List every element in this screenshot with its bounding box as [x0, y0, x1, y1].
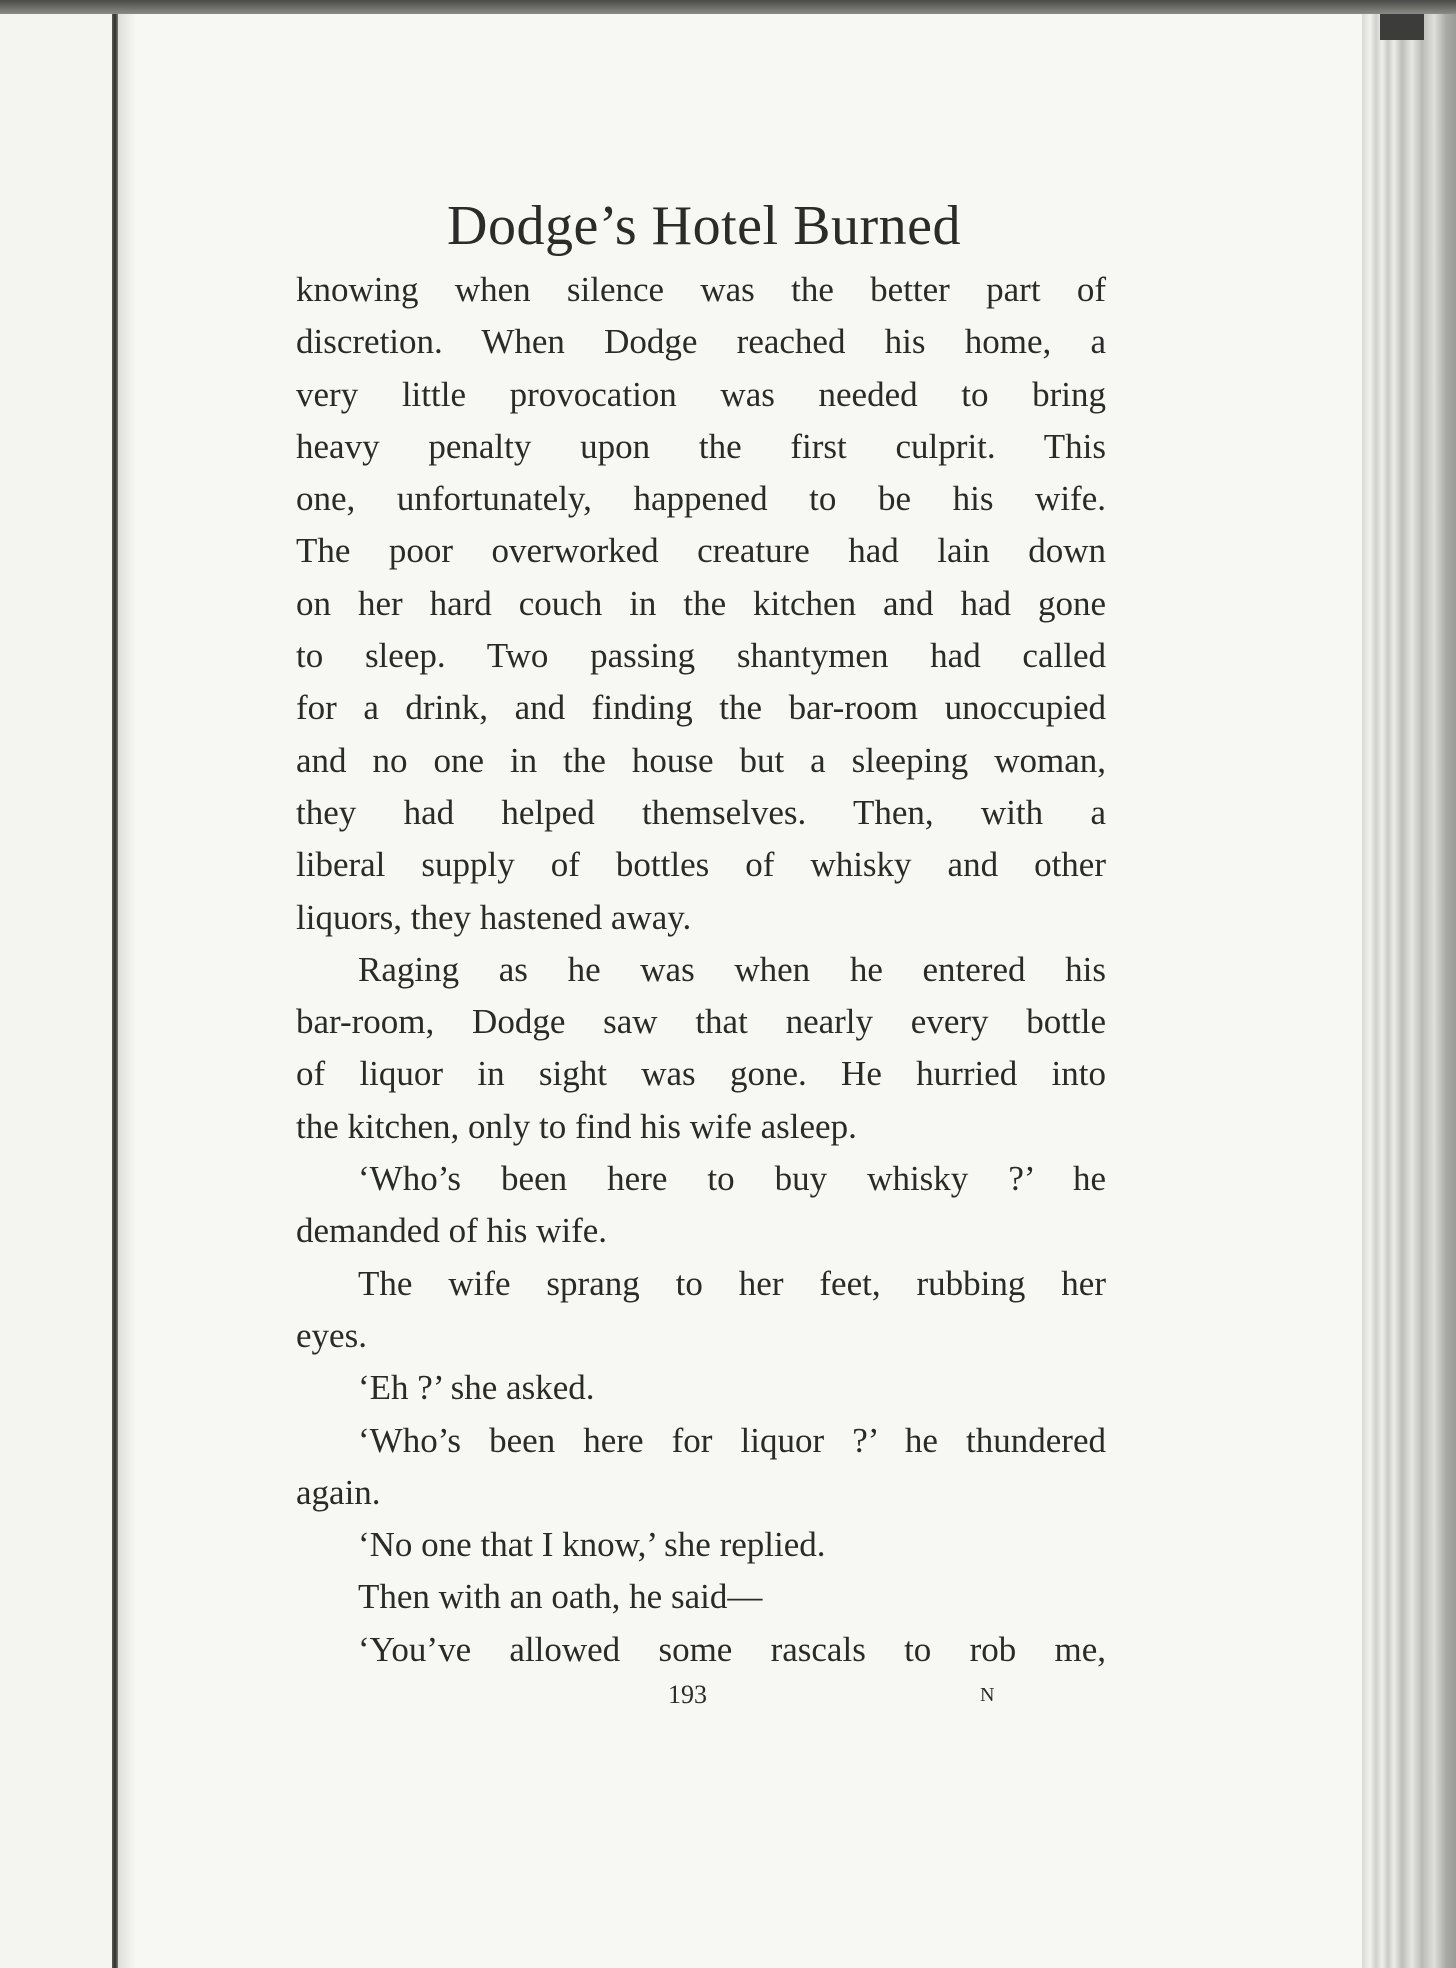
text-line: The poor overworked creature had lain down [296, 531, 1106, 571]
text-line: very little provocation was needed to bring [296, 374, 1106, 414]
running-head: Dodge’s Hotel Burned [447, 195, 961, 257]
text-line: knowing when silence was the better part of [296, 270, 1106, 309]
text-line: ‘Eh ?’ she asked. [358, 1368, 595, 1408]
text-line: Raging as he was when he entered his [358, 949, 1106, 989]
text-line: on her hard couch in the kitchen and had gone [296, 583, 1106, 623]
body-text [296, 264, 1106, 1676]
scanner-top-edge [0, 0, 1456, 14]
facing-page-margin [0, 14, 112, 1968]
text-line: the kitchen, only to find his wife asleep. [296, 1106, 857, 1146]
text-line: discretion. When Dodge reached his home, a [296, 322, 1106, 362]
text-line: demanded of his wife. [296, 1211, 608, 1251]
text-line: bar-room, Dodge saw that nearly every bottle [296, 1002, 1106, 1042]
page-number: 193 [668, 1680, 707, 1710]
text-line: ‘You’ve allowed some rascals to rob me, [358, 1629, 1106, 1669]
text-line: one, unfortunately, happened to be his wife. [296, 479, 1106, 519]
gutter-shadow [118, 14, 136, 1968]
text-line: they had helped themselves. Then, with a [296, 792, 1106, 832]
text-line: of liquor in sight was gone. He hurried into [296, 1054, 1106, 1094]
text-line: eyes. [296, 1315, 367, 1355]
text-line: ‘Who’s been here for liquor ?’ he thundered [358, 1420, 1106, 1460]
text-line: to sleep. Two passing shantymen had called [296, 636, 1106, 676]
text-line: Then with an oath, he said— [358, 1577, 763, 1617]
text-line: heavy penalty upon the first culprit. This [296, 426, 1106, 466]
text-line: liberal supply of bottles of whisky and other [296, 845, 1106, 885]
text-line: and no one in the house but a sleeping woman, [296, 740, 1106, 780]
text-line: again. [296, 1472, 381, 1512]
signature-mark: N [980, 1684, 995, 1707]
page-footer [296, 1680, 1106, 1720]
text-line: liquors, they hastened away. [296, 897, 692, 937]
text-line: ‘No one that I know,’ she replied. [358, 1525, 826, 1565]
page-block-corner [1380, 14, 1424, 40]
page-content [296, 190, 1106, 1720]
text-line: for a drink, and finding the bar-room unoccupied [296, 688, 1106, 728]
text-line: ‘Who’s been here to buy whisky ?’ he [358, 1159, 1106, 1199]
page-block-edge [1362, 14, 1456, 1968]
text-line: The wife sprang to her feet, rubbing her [358, 1263, 1106, 1303]
